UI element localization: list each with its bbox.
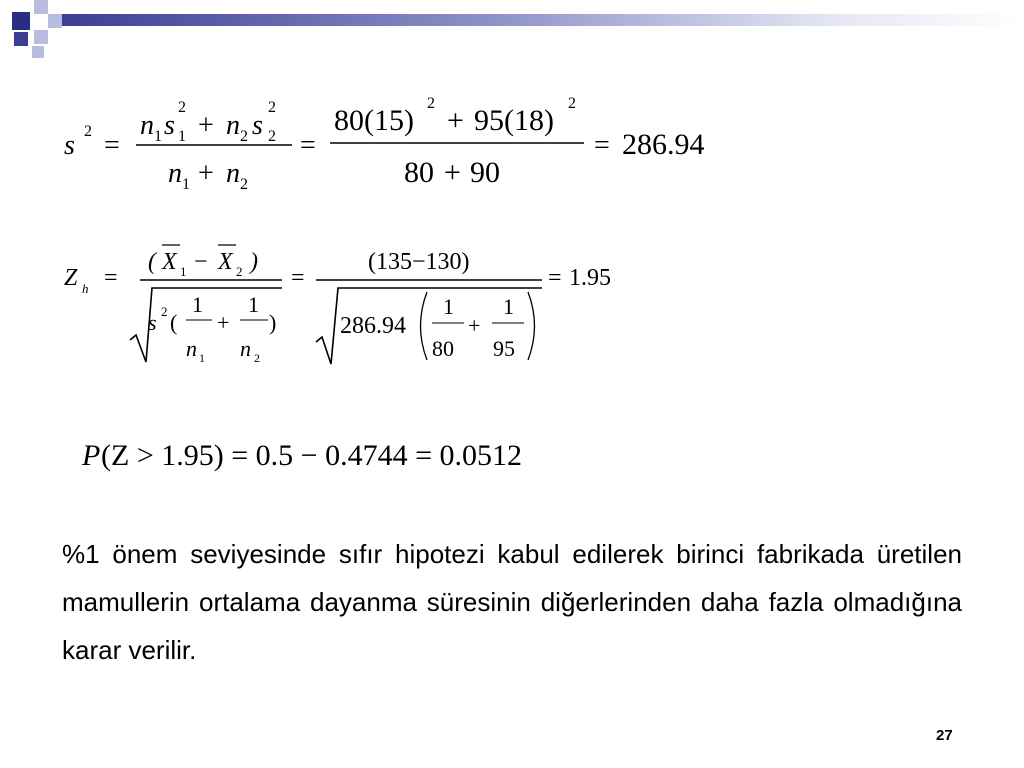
- f2-eq2: =: [291, 265, 305, 291]
- svg-text:1: 1: [178, 128, 186, 145]
- f1-num-n1: n: [140, 110, 154, 141]
- f3-body: (Z > 1.95) = 0.5 − 0.4744 = 0.0512: [101, 439, 522, 472]
- svg-text:1: 1: [180, 264, 187, 279]
- f2-den2-plus: +: [468, 313, 481, 338]
- f1-num-n2: n: [226, 110, 240, 141]
- f2-den-s: s: [148, 310, 157, 335]
- f2-den2-95: 95: [493, 336, 515, 361]
- svg-text:): ): [269, 310, 277, 335]
- f1-eq1: =: [104, 130, 120, 161]
- f1-num-s1: s: [164, 110, 175, 141]
- f1-eq3: =: [594, 130, 610, 161]
- f2-num-x1: X: [162, 249, 177, 275]
- f3-p: P: [82, 439, 101, 472]
- svg-text:2: 2: [268, 128, 276, 145]
- svg-text:1: 1: [154, 128, 162, 145]
- f2-den2-s: 286.94: [340, 313, 406, 339]
- f2-den-n2: n: [240, 336, 251, 361]
- f1-lhs-s: s: [64, 130, 75, 161]
- svg-text:1: 1: [182, 176, 190, 193]
- svg-text:2: 2: [254, 351, 260, 365]
- formula-probability: [81, 439, 522, 472]
- svg-text:1: 1: [199, 351, 205, 365]
- svg-text:2: 2: [178, 99, 186, 116]
- f1-num2-b: 95(18): [474, 104, 554, 137]
- f2-result: 1.95: [569, 265, 611, 291]
- f2-lhs-z: Z: [64, 265, 78, 291]
- f2-num2: (135−130): [368, 249, 470, 275]
- f1-lhs-exp: 2: [84, 123, 92, 140]
- f1-den2-plus: +: [444, 156, 461, 189]
- f2-den-one-b: 1: [248, 292, 259, 317]
- f2-eq1: =: [104, 265, 118, 291]
- formula-pooled-variance: [64, 95, 705, 193]
- f1-num-s2: s: [252, 110, 263, 141]
- svg-text:): ): [250, 249, 258, 275]
- f1-num-plus: +: [198, 110, 214, 141]
- f2-num-x2: X: [218, 249, 233, 275]
- svg-text:h: h: [82, 281, 89, 296]
- svg-text:2: 2: [268, 99, 276, 116]
- f2-den2-80: 80: [432, 336, 454, 361]
- f1-num2-a: 80(15): [334, 104, 414, 137]
- f2-num-minus: −: [194, 249, 208, 275]
- svg-text:2: 2: [427, 95, 435, 112]
- f2-eq3: =: [548, 265, 562, 291]
- svg-text:2: 2: [240, 128, 248, 145]
- f1-den2-b: 90: [470, 156, 500, 189]
- svg-text:2: 2: [236, 264, 243, 279]
- svg-text:2: 2: [568, 95, 576, 112]
- svg-text:2: 2: [161, 304, 168, 319]
- f2-den-one-a: 1: [192, 292, 203, 317]
- page-number: 27: [936, 727, 953, 744]
- f2-den-plus: +: [217, 310, 230, 335]
- svg-text:2: 2: [240, 176, 248, 193]
- f1-result: 286.94: [622, 128, 705, 161]
- f1-den2-a: 80: [404, 156, 434, 189]
- f2-den2-one-a: 1: [443, 294, 454, 319]
- svg-text:(: (: [170, 310, 178, 335]
- f1-num2-plus: +: [447, 104, 464, 137]
- f1-den-plus: +: [198, 158, 214, 189]
- formula-z-statistic: [64, 245, 611, 365]
- svg-text:(: (: [148, 249, 156, 275]
- f1-eq2: =: [300, 130, 316, 161]
- f2-den2-one-b: 1: [503, 294, 514, 319]
- f2-den-n1: n: [186, 336, 197, 361]
- f1-den-n2: n: [226, 158, 240, 189]
- f1-den-n1: n: [168, 158, 182, 189]
- conclusion-paragraph: %1 önem seviyesinde sıfır hipotezi kabul edilerek birinci fabrikada üretilen mamullerin ortalama dayanma süresinin diğerlerinden daha fazla olmadığına karar verilir.: [62, 539, 962, 665]
